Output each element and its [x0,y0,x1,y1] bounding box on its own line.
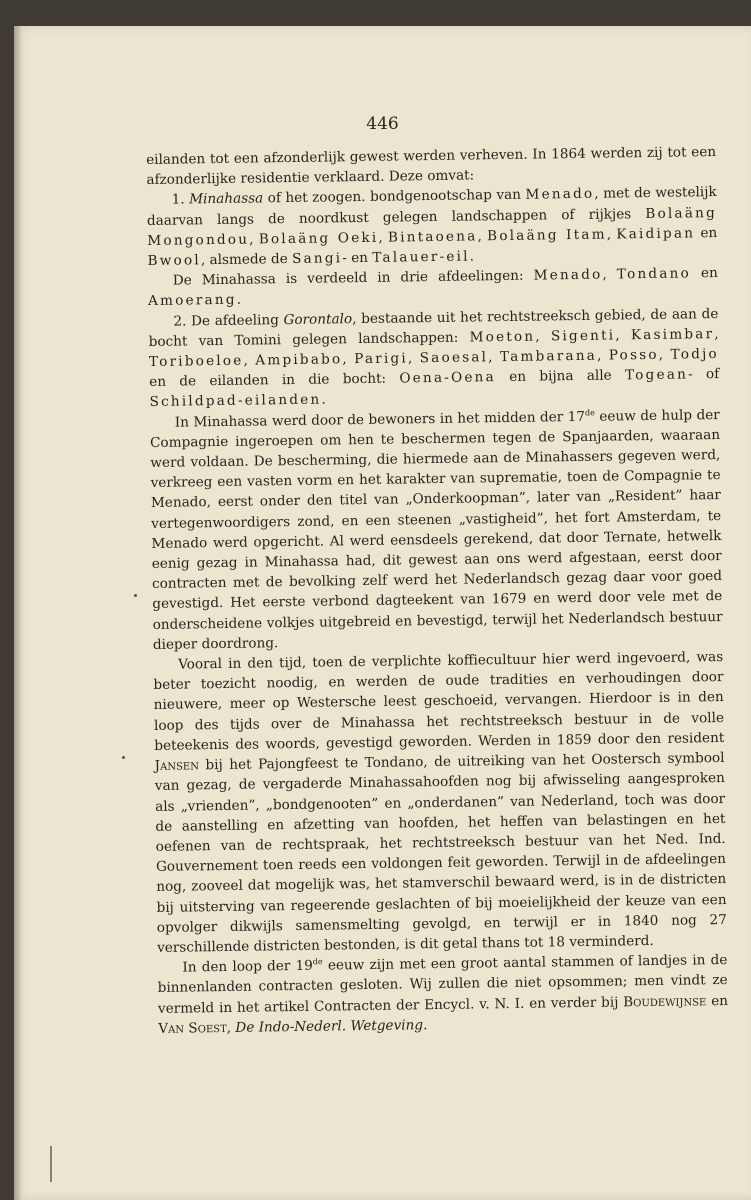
text-run: bij het Pajongfeest te Tondano, de uitreiking van het Oostersch symbool van gezag, de vergaderde Minahassahoofden nog bij afwisseling aangesproken als „vrienden”, „bondgenooten” en „onderdanen” van Nederland, toch was door de aanstelling en afzetting van hoofden, het heffen van belastingen en het oefenen van de rechtspraak, het rechtstreeksch bestuur van het Ned. Ind. Gouvernement toen reeds een voldongen feit geworden. Terwijl in de afdeelingen nog, zooveel dat mogelijk was, het stamverschil bewaard werd, is in de districten bij uitsterving van regeerende geslachten of bij moeielijkheid der keuze van een opvolger dikwijls samensmelting gevolgd, en terwijl er in 1840 nog 27 verschillende districten bestonden, is dit getal thans tot 18 verminderd. [154,750,727,956]
superscript: de [312,957,323,967]
book-title: De Indo-Nederl. Wetgeving [235,1016,424,1036]
person-name: Boudewijnse [623,992,707,1010]
text-run: , [535,328,552,345]
paragraph-minahassa [147,182,718,271]
place-name: Oena-Oena [399,369,497,387]
text-run: , [714,325,719,342]
text-run: 1. [171,191,190,209]
term-italic: Gorontalo [283,310,353,328]
text-run: , [488,349,501,366]
text-run: , [249,231,259,248]
place-name: Togean [624,366,689,384]
text-run: , [658,346,671,363]
place-name: Ampibabo [255,351,343,369]
text-run: , [596,347,609,364]
text-run: . [321,391,326,409]
text-run: eeuw de hulp der Compagnie ingeroepen om hen te beschermen tegen de Spanjaarden, waaraan werd voldaan. De bescherming, die hiermede aan de Minahassers gegeven werd, verkreeg een vasten vorm en het karakter van suprematie, toen de Compagnie te Menado, eerst onder den titel van „Onderkoopman”, later van „Resident” haar vertegenwoordigers zond, en een steenen „vastigheid”, het fort Amsterdam, te Menado werd opgericht. Al werd eensdeels gerekend, dat door Ternate, hetwelk eenig gezag in Minahassa had, dit gewest aan ons werd afgestaan, eerst door contracten met de bevolking zelf werd het Nederlandsch gezag daar voor goed gevestigd. Het eerste verbond dagteekent van 1679 en werd door vele met de onderscheidene volkjes uitgebreid en bevestigd, terwijl het Nederlandsch bestuur dieper doordrong. [149,406,723,653]
paragraph-gorontalo [148,304,719,413]
place-name: Saoesal [419,349,489,367]
place-name: Kaidipan [616,225,696,243]
place-name: Sigenti [550,327,616,345]
term-italic: Minahassa [189,190,264,208]
place-name: Bwool [147,252,202,270]
place-name: Talauer-eil [372,248,470,266]
text-run: . [236,292,242,309]
text-run: In Minahassa werd door de bewoners in het midden der 17 [174,408,586,431]
place-name: Parigi [354,350,409,368]
paragraph-history [150,405,723,655]
text-run: en de eilanden in die bocht: [149,370,400,391]
speck [122,756,125,759]
place-name: Menado [533,266,603,284]
text-run: , met de westelijk daarvan langs de noordkust gelegen landschappen of rijkjes [146,184,717,229]
place-name: Bolaäng Mongondou [147,204,718,249]
place-name: Amoerang [148,292,237,310]
speck [134,594,137,597]
text-run: eeuw zijn met een groot aantal stammen of landjes in de binnenlanden contracten gesloten. Wij zullen die niet opsommen; men vindt ze vermeld in het artikel Contracten der Encycl. v. N. I. en verder bij [157,952,728,1017]
place-name: Posso [608,346,659,364]
gutter-shadow [14,26,22,1200]
place-name: Bolaäng Itam [486,226,607,245]
text-run: en [695,224,718,242]
text-run: De Minahassa is verdeeld in drie afdeelingen: [172,267,534,289]
text-run: en bijna alle [495,367,626,386]
place-name: Menado [525,186,595,204]
place-name: Kasimbar [630,325,715,344]
text-run: , [602,266,617,283]
text-run: Vooral in den tijd, toen de verplichte koffiecultuur hier werd ingevoerd, was beter toezicht noodig, en werden de oude tradities en verhoudingen door nieuwere, meer op Westersche leest geschoeid, vervangen. Hierdoor is in den loop des tijds over de Minahassa het rechtstreeksch bestuur in de volle beteekenis des woords, gevestigd geworden. Werden in 1859 door den resident [153,649,725,754]
page-number: 446 [366,114,399,134]
text-run: , [615,327,631,344]
text-run: , [243,352,256,369]
place-name: Tambarana [499,347,598,366]
person-name: Jansen [154,757,200,775]
text-run: , [477,228,488,245]
text-run: en [690,265,718,282]
place-name: Moeton [469,328,536,346]
text-run: 2. De afdeeling [173,311,284,330]
place-name: Schildpad-eilanden [149,392,322,411]
place-name: Bolaäng Oeki [258,229,379,248]
text-run: , [407,350,420,367]
place-name: Todjo [670,346,719,363]
text-run: , [378,229,389,246]
paragraph-contracten [157,950,728,1039]
place-name: Toriboeloe [148,352,244,371]
margin-mark [50,1146,52,1182]
place-name: Tondano [616,265,692,283]
body-text [146,142,728,1039]
text-run: , [342,351,355,368]
text-run: . [469,248,475,265]
text-run: eilanden tot een afzonderlijk gewest werden verheven. In 1864 werden zij tot een afzonderlijke residentie verklaard. Deze omvat: [146,144,717,189]
text-run: , bestaande uit het rechtstreeksch gebied, de aan de bocht van Tomini gelegen landschappen: [148,305,719,350]
text-run: en [706,992,729,1009]
place-name: Sangi [291,250,343,267]
text-run: , alsmede de [200,250,293,269]
text-run: , [226,1019,236,1036]
text-run: - of [687,366,720,383]
text-run: of het zoogen. bondgenootschap van [263,187,526,207]
person-name: Van Soest [158,1019,227,1037]
book-page [14,26,751,1200]
text-run: - en [342,249,373,267]
place-name: Bintaoena [387,228,478,246]
text-run: In den loop der 19 [182,957,313,976]
text-run: , [606,226,617,243]
superscript: de [584,407,595,418]
paragraph-koffiecultuur [153,647,727,958]
text-run: . [422,1016,428,1033]
